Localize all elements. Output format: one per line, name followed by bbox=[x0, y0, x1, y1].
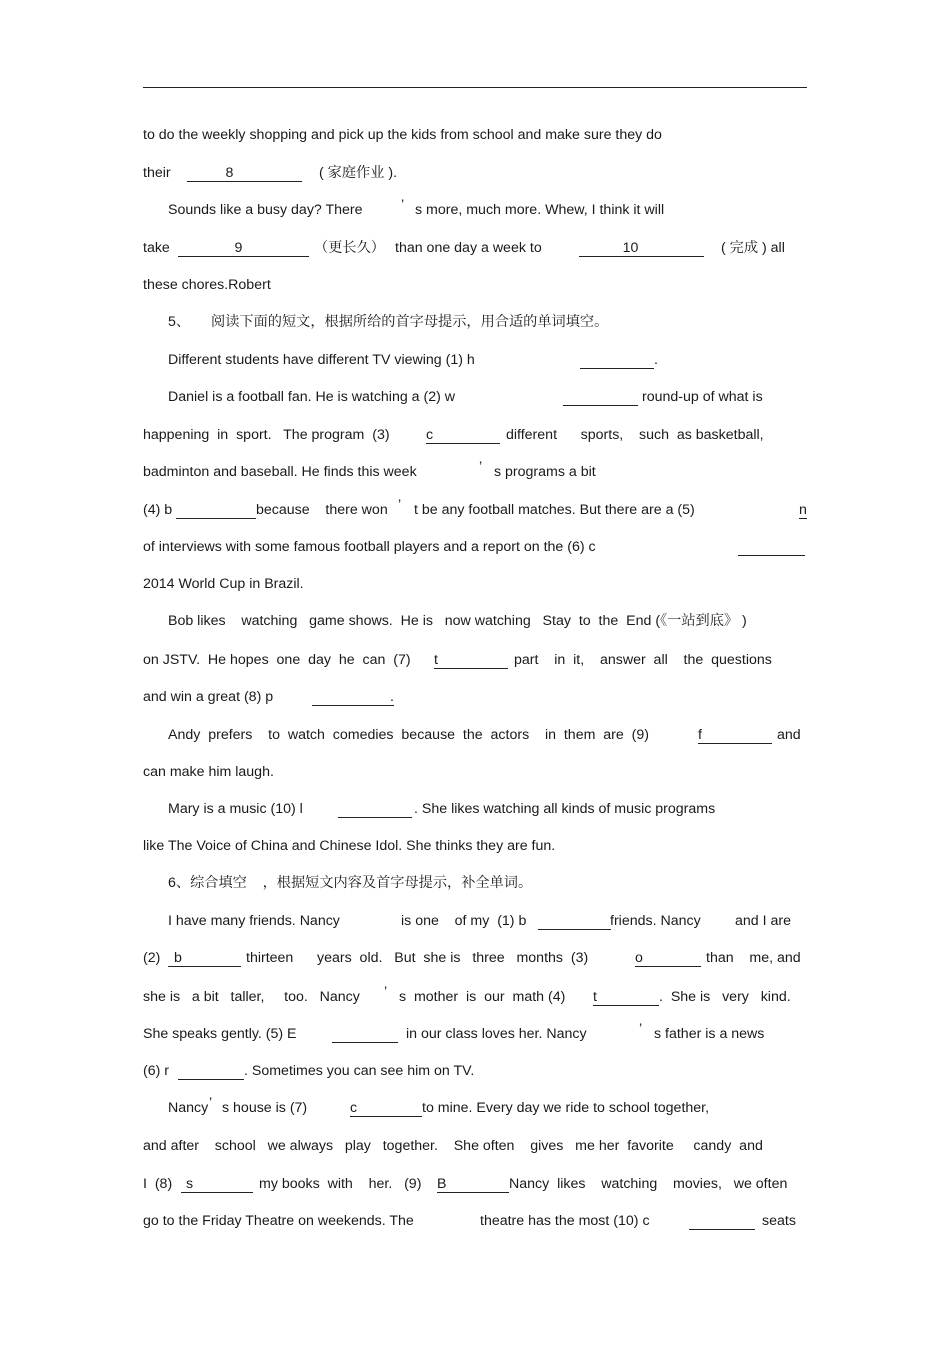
text: s mother is our math (4) bbox=[399, 989, 566, 1005]
blank-letter: t bbox=[434, 652, 508, 669]
passage-line bbox=[143, 426, 390, 444]
blank-line bbox=[580, 352, 654, 369]
text: to do the weekly shopping and pick up the kids from school and make sure they do bbox=[143, 127, 662, 143]
passage-line bbox=[659, 988, 791, 1006]
apostrophe bbox=[479, 458, 482, 476]
passage-line bbox=[168, 351, 475, 369]
text: She speaks gently. (5) E bbox=[143, 1026, 297, 1042]
text: （更长久） bbox=[314, 240, 385, 256]
text: Nancy likes watching movies, we often bbox=[509, 1176, 788, 1192]
passage-line bbox=[168, 201, 363, 219]
passage-line bbox=[509, 1175, 787, 1193]
text: of interviews with some famous football players and a report on the (6) c bbox=[143, 539, 596, 555]
blank-9[interactable] bbox=[178, 239, 309, 257]
text: ’ bbox=[401, 197, 405, 213]
passage-line bbox=[143, 688, 273, 706]
blank-6[interactable] bbox=[178, 1062, 244, 1080]
blank-7[interactable] bbox=[434, 651, 508, 669]
passage-line bbox=[143, 988, 360, 1006]
passage-line bbox=[414, 501, 695, 519]
text: go to the Friday Theatre on weekends. The bbox=[143, 1213, 414, 1229]
blank-10[interactable] bbox=[579, 239, 704, 257]
question-title bbox=[168, 874, 532, 892]
apostrophe bbox=[209, 1094, 212, 1112]
apostrophe bbox=[398, 496, 401, 514]
text: ’ bbox=[209, 1095, 213, 1111]
passage-line bbox=[642, 388, 763, 406]
text: . Sometimes you can see him on TV. bbox=[244, 1063, 475, 1079]
blank-8[interactable] bbox=[187, 164, 302, 182]
text: because there won bbox=[256, 502, 388, 518]
text: badminton and baseball. He finds this week bbox=[143, 464, 417, 480]
blank-line bbox=[563, 389, 638, 406]
blank-1[interactable] bbox=[580, 351, 658, 369]
blank-5[interactable] bbox=[332, 1025, 398, 1043]
text: (2) bbox=[143, 950, 161, 966]
passage-line bbox=[143, 763, 274, 781]
passage-line bbox=[422, 1099, 709, 1117]
text: s father is a news bbox=[654, 1026, 765, 1042]
passage-line bbox=[259, 1175, 421, 1193]
text: 6、综合填空 ，根据短文内容及首字母提示，补全单词。 bbox=[168, 875, 533, 891]
text: ’ bbox=[479, 459, 483, 475]
text: (6) r bbox=[143, 1063, 170, 1079]
blank-line bbox=[738, 539, 805, 556]
passage-line bbox=[143, 1212, 414, 1230]
passage-line bbox=[143, 538, 596, 556]
blank-4[interactable] bbox=[593, 988, 659, 1006]
text: Mary is a music (10) l bbox=[168, 801, 303, 817]
blank-line bbox=[332, 1026, 398, 1043]
blank-line bbox=[176, 502, 256, 519]
blank-10[interactable] bbox=[338, 800, 412, 818]
blank-number: 8 bbox=[187, 165, 302, 182]
blank-letter: f bbox=[698, 727, 772, 744]
text: s programs a bit bbox=[494, 464, 596, 480]
passage-line bbox=[654, 1025, 764, 1043]
text: can make him laugh. bbox=[143, 764, 274, 780]
blank-line bbox=[538, 913, 611, 930]
text: in our class loves her. Nancy bbox=[406, 1026, 587, 1042]
hint bbox=[314, 239, 385, 257]
text: my books with her. (9) bbox=[259, 1176, 422, 1192]
text: I have many friends. Nancy bbox=[168, 913, 340, 929]
blank-8[interactable] bbox=[181, 1175, 253, 1193]
text: 阅读下面的短文，根据所给的首字母提示，用合适的单词填空。 bbox=[211, 314, 609, 330]
blank-letter: b bbox=[168, 950, 241, 967]
passage-line bbox=[143, 1062, 169, 1080]
text: Different students have different TV viewing (1) h bbox=[168, 352, 475, 368]
blank-4[interactable] bbox=[176, 501, 256, 519]
passage-line bbox=[506, 426, 764, 444]
passage-line bbox=[143, 164, 171, 182]
passage-line bbox=[735, 912, 791, 930]
text: s more, much more. Whew, I think it will bbox=[415, 202, 665, 218]
blank-10[interactable] bbox=[689, 1212, 755, 1230]
passage-line bbox=[168, 800, 303, 818]
text: Daniel is a football fan. He is watching a (2) w bbox=[168, 389, 456, 405]
text: like The Voice of China and Chinese Idol. She thinks they are fun. bbox=[143, 838, 556, 854]
text: different sports, such as basketball, bbox=[506, 427, 764, 443]
text: I (8) bbox=[143, 1176, 173, 1192]
text: theatre has the most (10) c bbox=[480, 1213, 650, 1229]
passage-line bbox=[143, 651, 411, 669]
passage-line bbox=[143, 276, 271, 294]
text: ’ bbox=[398, 497, 402, 513]
passage-line bbox=[246, 949, 588, 967]
passage-line bbox=[143, 837, 555, 855]
text: and win a great (8) p bbox=[143, 689, 274, 705]
text: part in it, answer all the questions bbox=[514, 652, 772, 668]
apostrophe bbox=[384, 983, 387, 1001]
blank-6[interactable] bbox=[738, 538, 805, 556]
text: she is a bit taller, too. Nancy bbox=[143, 989, 360, 1005]
blank-3[interactable] bbox=[426, 426, 500, 444]
blank-line bbox=[689, 1213, 755, 1230]
text: Andy prefers to watch comedies because the actors in them are (9) bbox=[168, 727, 650, 743]
text: their bbox=[143, 165, 171, 181]
header-rule bbox=[143, 87, 807, 88]
passage-line bbox=[415, 201, 664, 219]
passage-line bbox=[777, 726, 801, 744]
passage-line bbox=[414, 800, 715, 818]
text: and I are bbox=[735, 913, 792, 929]
text: is one of my (1) b bbox=[401, 913, 527, 929]
blank-9[interactable] bbox=[437, 1175, 509, 1193]
text: to mine. Every day we ride to school together, bbox=[422, 1100, 710, 1116]
passage-line bbox=[143, 575, 304, 593]
passage-line bbox=[168, 726, 649, 744]
text: 5、 bbox=[168, 314, 191, 330]
passage-line bbox=[168, 912, 340, 930]
text: and after school we always play together. She often gives me her favorite candy and bbox=[143, 1138, 763, 1154]
hint bbox=[721, 239, 785, 257]
blank-2[interactable] bbox=[563, 388, 638, 406]
text: ’ bbox=[639, 1021, 643, 1037]
text: friends. Nancy bbox=[610, 913, 701, 929]
passage-line bbox=[168, 612, 747, 630]
passage-line bbox=[256, 501, 388, 519]
hint bbox=[319, 164, 397, 182]
passage-line bbox=[395, 239, 542, 257]
text: t be any football matches. But there are a (5) bbox=[414, 502, 695, 518]
text: thirteen years old. But she is three months (3) bbox=[246, 950, 589, 966]
text: round-up of what is bbox=[642, 389, 763, 405]
passage-line bbox=[222, 1099, 307, 1117]
text: Nancy bbox=[168, 1100, 209, 1116]
blank-1[interactable] bbox=[538, 912, 611, 930]
text: than one day a week to bbox=[395, 240, 542, 256]
blank-line bbox=[178, 1063, 244, 1080]
passage-line bbox=[168, 388, 455, 406]
text: than me, and bbox=[706, 950, 801, 966]
question-number bbox=[168, 313, 190, 331]
passage-line bbox=[610, 912, 701, 930]
blank-3[interactable] bbox=[635, 949, 701, 967]
blank-line bbox=[338, 801, 412, 818]
passage-line bbox=[143, 501, 172, 519]
passage-line bbox=[401, 912, 526, 930]
passage-line bbox=[399, 988, 565, 1006]
passage-line bbox=[406, 1025, 587, 1043]
passage-line bbox=[143, 126, 662, 144]
text: Sounds like a busy day? There bbox=[168, 202, 363, 218]
text: 2014 World Cup in Brazil. bbox=[143, 576, 304, 592]
blank-letter: B bbox=[437, 1176, 509, 1193]
passage-line bbox=[706, 949, 801, 967]
text: happening in sport. The program (3) bbox=[143, 427, 390, 443]
blank-letter: s bbox=[181, 1176, 253, 1193]
blank-letter: c bbox=[426, 427, 500, 444]
passage-line bbox=[143, 239, 170, 257]
blank-5[interactable] bbox=[799, 501, 807, 519]
text: seats bbox=[762, 1213, 796, 1229]
passage-line bbox=[244, 1062, 474, 1080]
blank-letter: t bbox=[593, 989, 659, 1006]
text: . bbox=[654, 352, 658, 368]
blank-letter: c bbox=[350, 1100, 422, 1117]
passage-line bbox=[762, 1212, 796, 1230]
question-title bbox=[211, 313, 608, 331]
blank-number: 9 bbox=[178, 240, 309, 257]
text: ’ bbox=[384, 984, 388, 1000]
passage-line bbox=[143, 1175, 172, 1193]
apostrophe bbox=[639, 1020, 642, 1038]
text: Bob likes watching game shows. He is now watching Stay to the End (《一站到底》 ) bbox=[168, 613, 747, 629]
text: . She is very kind. bbox=[659, 989, 791, 1005]
text: (4) b bbox=[143, 502, 173, 518]
passage-line bbox=[168, 1099, 208, 1117]
passage-line bbox=[143, 1025, 297, 1043]
blank-letter: o bbox=[635, 950, 701, 967]
blank-8[interactable] bbox=[312, 688, 394, 706]
text: . She likes watching all kinds of music programs bbox=[414, 801, 716, 817]
text: and bbox=[777, 727, 801, 743]
passage-line bbox=[143, 949, 160, 967]
apostrophe bbox=[401, 196, 404, 214]
text: take bbox=[143, 240, 170, 256]
blank-9[interactable] bbox=[698, 726, 772, 744]
blank-line: . bbox=[312, 689, 394, 706]
passage-line bbox=[514, 651, 772, 669]
passage-line bbox=[480, 1212, 650, 1230]
text: ( 家庭作业 ). bbox=[319, 165, 398, 181]
passage-line bbox=[494, 463, 596, 481]
text: on JSTV. He hopes one day he can (7) bbox=[143, 652, 411, 668]
blank-letter: n bbox=[799, 502, 807, 518]
text: ( 完成 ) all bbox=[721, 240, 785, 256]
text: s house is (7) bbox=[222, 1100, 308, 1116]
blank-7[interactable] bbox=[350, 1099, 422, 1117]
blank-number: 10 bbox=[579, 240, 704, 257]
passage-line bbox=[143, 463, 417, 481]
passage-line bbox=[143, 1137, 763, 1155]
blank-2[interactable] bbox=[168, 949, 241, 967]
text: these chores.Robert bbox=[143, 277, 271, 293]
